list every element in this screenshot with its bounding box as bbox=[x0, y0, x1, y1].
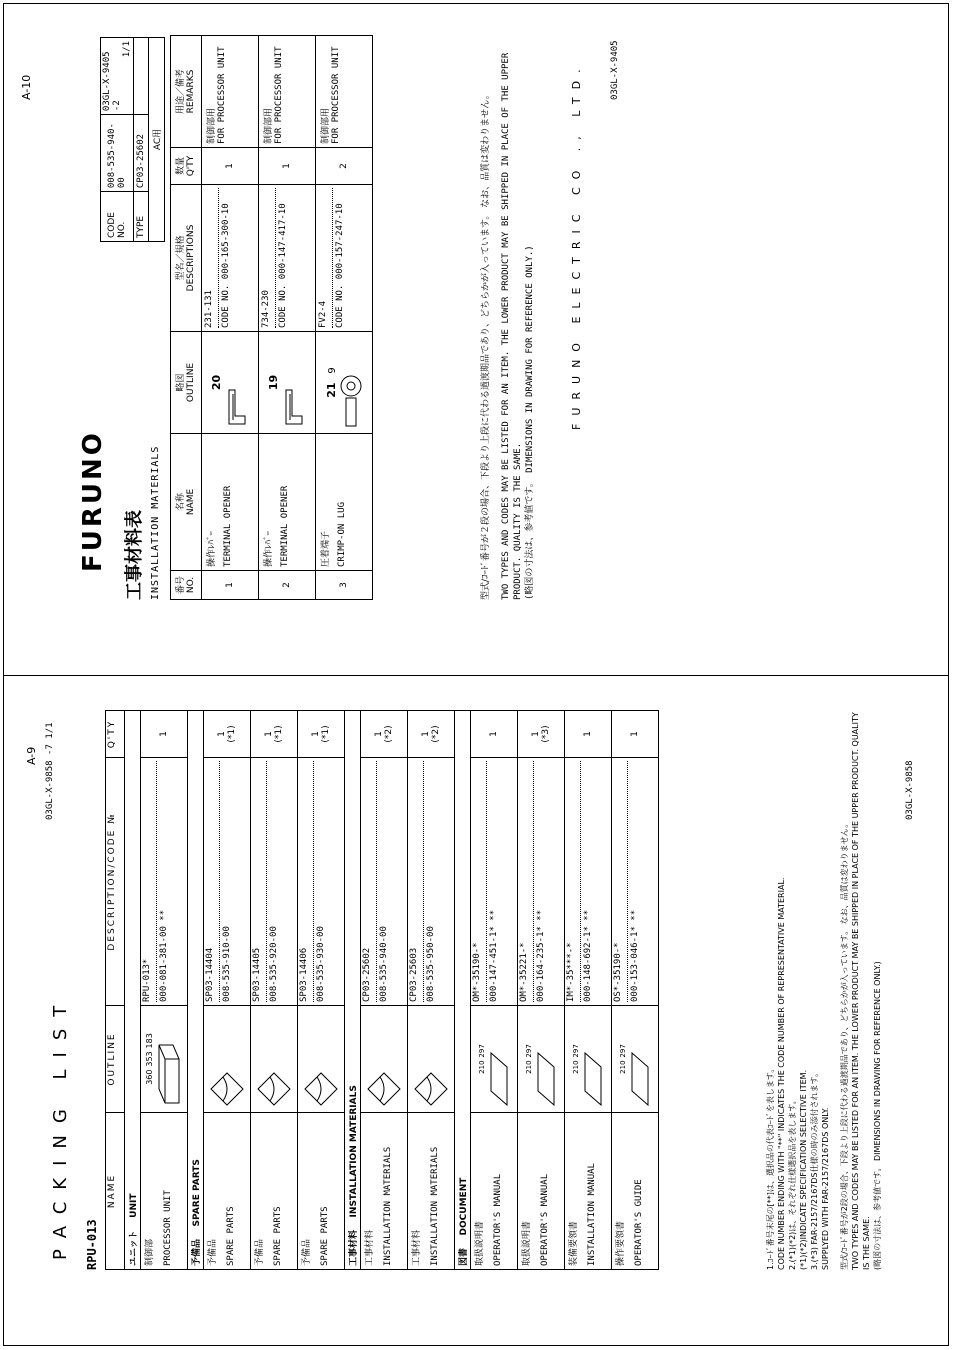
page-title: PACKING LIST bbox=[50, 993, 71, 1260]
section-document: 図書 DOCUMENT bbox=[455, 711, 471, 1270]
guide-icon: 210 297 bbox=[612, 1006, 659, 1113]
terminal-opener-drawing: 19 bbox=[259, 332, 316, 434]
title-en: INSTALLATION MATERIALS bbox=[150, 445, 161, 600]
table-row: 制御部 PROCESSOR UNIT 360 353 183 RPU-013* 000-081-381-00 ** 1 bbox=[141, 711, 188, 1270]
packing-table bbox=[105, 710, 659, 1270]
header-outline: 略図 OUTLINE bbox=[171, 332, 202, 434]
header-desc: DESCRIPTION/CODE № bbox=[106, 758, 125, 1006]
type-value: CP03-25602 bbox=[134, 115, 149, 192]
page-divider bbox=[3, 675, 949, 676]
table-row: 取扱説明書 OPERATOR'S MANUAL 210 297 OM*-35190-* 000-147-451-1* ** 1 bbox=[471, 711, 518, 1270]
manual-icon: 210 297 bbox=[565, 1006, 612, 1113]
header-qty: 数量 Q'TY bbox=[171, 148, 202, 185]
code-no-label: CODE NO. bbox=[101, 192, 134, 242]
processor-unit-drawing: 360 353 183 bbox=[141, 1006, 188, 1113]
header-qty: Q'TY bbox=[106, 711, 125, 758]
table-row: 予備品 SPARE PARTS SP03-14405 008-535-920-00 1 (*1) bbox=[251, 711, 298, 1270]
doc-code: 03GL-X-9858 -7 1/1 bbox=[45, 722, 55, 820]
section-unit: ユニット UNIT bbox=[125, 711, 141, 1270]
table-row: 2 操作ﾚﾊﾞｰ TERMINAL OPENER 19 734-230 CODE NO. 000-147-417-10 1 制御部用 FOR PROCESSOR UNIT bbox=[259, 36, 316, 600]
type-label: TYPE bbox=[134, 192, 149, 242]
page-label: A-9 bbox=[25, 746, 38, 765]
materials-table bbox=[170, 35, 373, 600]
spare-bag-icon bbox=[298, 1006, 345, 1113]
terminal-opener-drawing: 20 bbox=[202, 332, 259, 434]
table-row: 操作要領書 OPERATOR'S GUIDE 210 297 OS*-35190-* 000-153-046-1* ** 1 bbox=[612, 711, 659, 1270]
manual-icon: 210 297 bbox=[471, 1006, 518, 1113]
title-jp: 工事材料表 bbox=[124, 510, 145, 600]
table-row: 予備品 SPARE PARTS SP03-14404 008-535-910-00 1 (*1) bbox=[204, 711, 251, 1270]
footer-code: 03GL-X-9405 bbox=[610, 40, 620, 100]
section-spare-parts: 予備品 SPARE PARTS bbox=[188, 711, 204, 1270]
page-label: A-10 bbox=[20, 74, 33, 100]
footer-code: 03GL-X-9858 bbox=[905, 760, 915, 820]
table-row: 予備品 SPARE PARTS SP03-14406 008-535-930-00 1 (*1) bbox=[298, 711, 345, 1270]
doc-code: 03GL-X-9405 -2 1/1 bbox=[101, 38, 134, 115]
manual-icon: 210 297 bbox=[518, 1006, 565, 1113]
company-footer: FURUNO ELECTRIC CO ., LTD. bbox=[570, 61, 583, 430]
table-row: 1 操作ﾚﾊﾞｰ TERMINAL OPENER 20 231-131 CODE NO. 000-165-300-10 1 制御部用 FOR PROCESSOR UNIT bbox=[202, 36, 259, 600]
code-box bbox=[100, 37, 165, 242]
model-name: RPU-013 bbox=[85, 1219, 99, 1270]
section-installation-materials: 工事材料 INSTALLATION MATERIALS bbox=[345, 711, 361, 1270]
table-row: 取扱説明書 OPERATOR'S MANUAL 210 297 OM*-35221-* 000-164-235-1* ** 1 (*3) bbox=[518, 711, 565, 1270]
table-row: 工事材料 INSTALLATION MATERIALS CP03-25603 008-535-950-00 1 (*2) bbox=[408, 711, 455, 1270]
table-row: 3 圧着端子 CRIMP-ON LUG 21 9 FV2-4 CODE NO. 000-157-247-10 2 制御部用 FOR PROCESSOR UNIT bbox=[316, 36, 373, 600]
spare-bag-icon bbox=[251, 1006, 298, 1113]
header-remarks: 用途／備考 REMARKS bbox=[171, 36, 202, 148]
furuno-logo: FURUNO bbox=[78, 430, 108, 572]
table-row: 工事材料 INSTALLATION MATERIALS CP03-25602 008-535-940-00 1 (*2) bbox=[361, 711, 408, 1270]
ac-label: AC用 bbox=[149, 38, 165, 242]
material-bag-icon bbox=[361, 1006, 408, 1113]
header-no: 番号 NO. bbox=[171, 571, 202, 600]
table-row: 装備要領書 INSTALLATION MANUAL 210 297 IM*-35***-* 000-148-692-1* ** 1 bbox=[565, 711, 612, 1270]
header-name: 名称 NAME bbox=[171, 434, 202, 571]
packing-list-sheet bbox=[10, 680, 940, 1340]
material-bag-icon bbox=[408, 1006, 455, 1113]
packing-notes: 1.ｺｰﾄﾞ番号末尾の[**]は、選択品の代表ｺｰﾄﾞを表します。 CODE NUMBER ENDING WITH "**" INDICATES THE CODE NUMBER OF REPRESENTATIVE MATERIAL. 2.(*1)(*2)は、それぞれ仕様選択品を表します。 (*1)(*2)INDICATE SPECIFICATION SELECTIVE ITEM. 3.(*3) FAR-2157/2167DS仕様の時のみ添付されます。 SUPPLYED WITH FAR-2157/2167DS ONLY. 型式/ｺｰﾄﾞ番号が2段の場合、下段より上段に代わる過渡期品であり、どちらかが入っています。 なお、品質は変わりません。 TWO TYPES AND CODES MAY BE LISTED FOR AN ITEM. THE LOWER PRODUCT MAY BE SHIPPED IN PLACE OF THE UPPER PRODUCT. QUALITY IS THE SAME. (略図の寸法は、参考値です。 DIMENSIONS IN DRAWING FOR REFERENCE ONLY.) bbox=[766, 712, 882, 1270]
installation-materials-sheet bbox=[10, 20, 940, 660]
header-desc: 型名／規格 DESCRIPTIONS bbox=[171, 185, 202, 332]
spare-bag-icon bbox=[204, 1006, 251, 1113]
header-name: NAME bbox=[106, 1113, 125, 1270]
crimp-lug-drawing: 21 9 bbox=[316, 332, 373, 434]
header-outline: OUTLINE bbox=[106, 1006, 125, 1113]
code-no: 008-535-940-00 bbox=[101, 115, 134, 192]
notes: 型式/ｺｰﾄﾞ番号が２段の場合、下段より上段に代わる過渡期品であり、どちらかが入っています。 なお、品質は変わりません。 TWO TYPES AND CODES MAY BE LISTED FOR AN ITEM. THE LOWER PRODUCT MAY BE SHIPPED IN PLACE OF THE UPPER PRODUCT. QUALITY IS THE SAME. (略図の寸法は、参考値です。 DIMENSIONS IN DRAWING FOR REFERENCE ONLY.) bbox=[481, 52, 535, 600]
